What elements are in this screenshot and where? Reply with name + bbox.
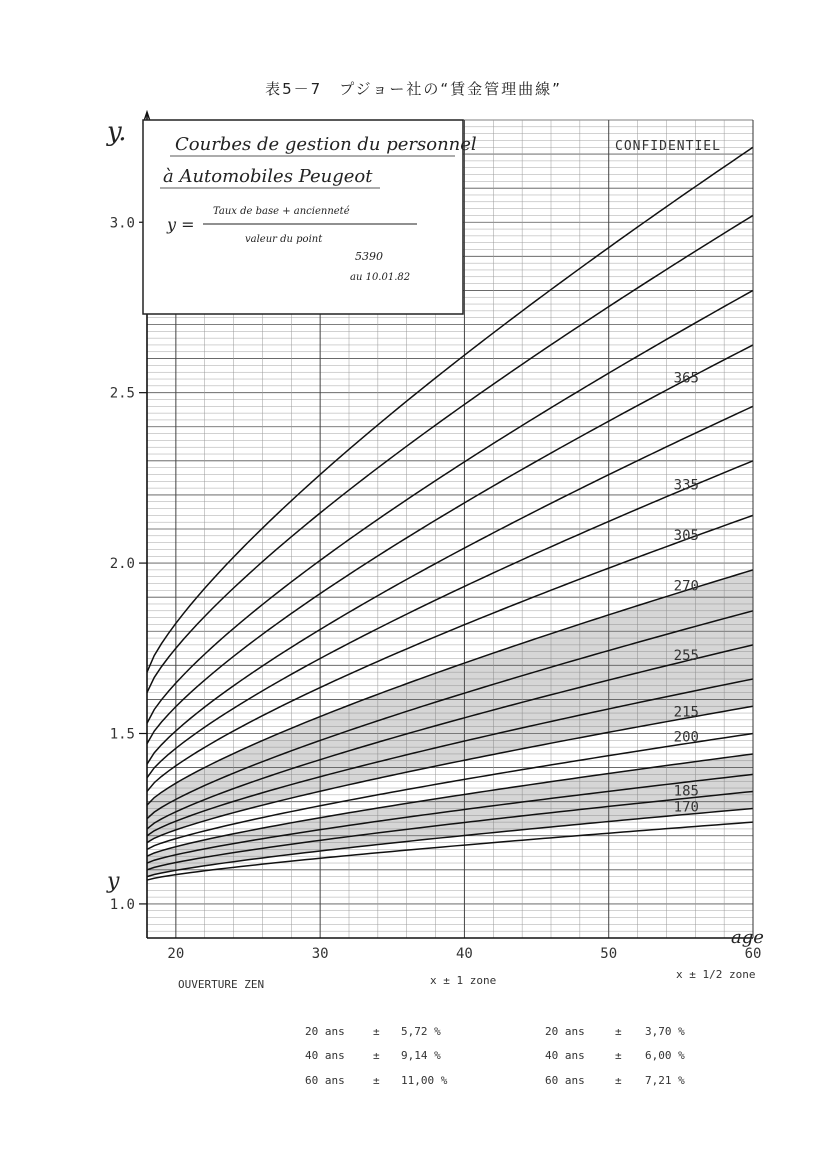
chart-bands [147,570,753,877]
chart-note-date: au 10.01.82 [350,272,411,283]
age-cell: 60 ans [545,1074,585,1087]
legend-zone-half: x ± 1/2 zone [676,968,756,981]
age-cell: 20 ans [545,1025,585,1038]
value-cell: 6,00 % [645,1049,685,1062]
age-cell: 60 ans [305,1074,345,1087]
series-label-c6: 335 [673,477,699,494]
series-label-c8: 270 [673,578,699,595]
sign-cell: ± [373,1025,380,1038]
chart-subtitle: à Automobiles Peugeot [163,166,373,187]
formula-denominator: valeur du point [245,234,323,245]
value-cell: 5,72 % [401,1025,441,1038]
y-tick-label: 2.0 [109,556,135,573]
legend-zone-full: x ± 1 zone [430,974,497,987]
y-axis-label-lower: y [107,869,120,894]
x-tick-label: 40 [455,946,473,960]
x-axis-label: age [731,927,764,948]
x-tick-label: 30 [311,946,329,960]
age-cell: 40 ans [305,1049,345,1062]
age-cell: 40 ans [545,1049,585,1062]
y-tick-label: 1.5 [109,726,135,743]
series-label-c10: 255 [673,647,699,664]
y-axis-label: y. [107,117,127,147]
sign-cell: ± [373,1074,380,1087]
chart-title: Courbes de gestion du personnel [175,134,477,155]
y-tick-label: 1.0 [109,896,135,913]
x-tick-label: 50 [600,946,618,960]
value-cell: 7,21 % [645,1074,685,1087]
chart-note-number: 5390 [355,250,383,263]
sign-cell: ± [615,1025,622,1038]
x-tick-label: 60 [744,946,762,960]
series-label-c12: 215 [673,704,699,721]
y-tick-label: 2.5 [109,385,135,402]
legend-opening-label: OUVERTURE ZEN [178,978,265,991]
confidential-stamp: CONFIDENTIEL [615,139,721,154]
formula-lhs: y = [167,215,195,234]
series-label-c13: 200 [673,729,699,746]
sign-cell: ± [615,1049,622,1062]
salary-curves-chart [95,110,775,960]
y-tick-label: 3.0 [109,215,135,232]
sign-cell: ± [615,1074,622,1087]
series-label-c16: 185 [673,783,699,800]
sign-cell: ± [373,1049,380,1062]
x-tick-label: 20 [167,946,185,960]
formula-numerator: Taux de base + ancienneté [213,206,350,217]
series-label-c4: 365 [673,370,699,387]
series-label-c7: 305 [673,527,699,544]
value-cell: 9,14 % [401,1049,441,1062]
value-cell: 11,00 % [401,1074,448,1087]
chart-title-box [143,120,477,314]
age-cell: 20 ans [305,1025,345,1038]
page-title: 表5－7 プジョー社の“賃金管理曲線” [265,80,562,98]
series-label-c17: 170 [673,799,699,816]
value-cell: 3,70 % [645,1025,685,1038]
